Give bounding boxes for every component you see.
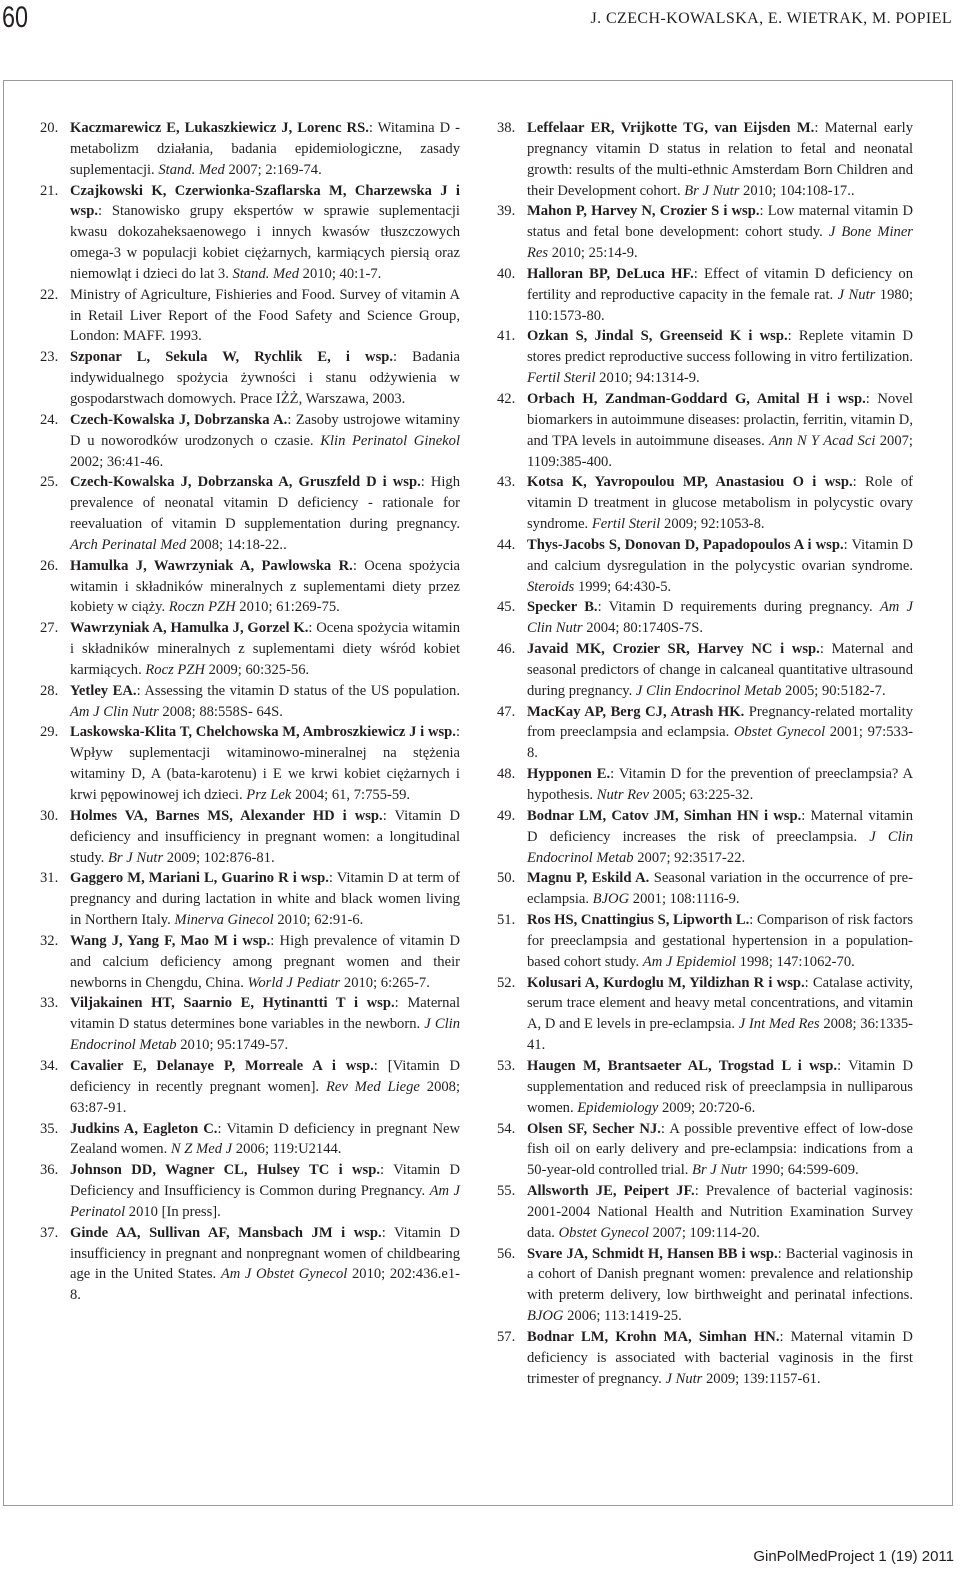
reference-item [497,973,913,1056]
reference-text: : Role of vitamin D treatment in glucose metabolism in polycystic ovary syndrome. [527,474,913,533]
reference-details: 2005; 63:225-32. [649,787,754,803]
reference-item [40,993,460,1056]
reference-item [40,347,460,410]
reference-text: : Maternal vitamin D deficiency is associated with bacterial vaginosis in the first trimester of pregnancy. [527,1328,913,1387]
reference-text: : Vitamin D insufficiency in pregnant and nonpregnant women of childbearing age in the United States. [70,1224,460,1283]
reference-authors: Magnu P, Eskild A. [527,870,650,887]
reference-details: 1999; 64:430-5. [574,578,672,595]
reference-item [497,1181,913,1244]
reference-details: 2004; 61, 7:755-59. [291,787,411,803]
reference-item [40,1119,460,1161]
reference-journal: Br J Nutr [107,849,164,866]
reference-number: 39. [497,203,516,220]
reference-number: 44. [497,536,516,553]
reference-item [497,389,913,472]
reference-text: : Vitamin D supplementation and reduced risk of preeclampsia in nulliparous women. [527,1057,913,1116]
reference-details: 2009; 102:876-81. [163,849,275,866]
reference-text: : [Vitamin D deficiency in recently pregnant women]. [70,1057,461,1095]
reference-journal: Rocz PZH [145,661,205,678]
reference-item [497,535,913,598]
reference-journal: Epidemiology [577,1099,659,1116]
reference-text: : Assessing the vitamin D status of the US population. [136,682,460,699]
reference-journal: Am J Obstet Gynecol [220,1266,348,1283]
reference-item [40,472,460,555]
reference-text: : Zasoby ustrojowe witaminy D u noworodków urodzonych o czasie. [70,411,460,449]
reference-number: 31. [40,870,59,887]
reference-number: 33. [40,995,59,1012]
reference-item [40,722,460,805]
reference-authors: Judkins A, Eagleton C. [70,1120,218,1137]
reference-number: 51. [497,912,516,929]
reference-details: 2010; 40:1-7. [299,265,382,282]
reference-item [40,618,460,681]
reference-details: 2001; 108:1116-9. [629,891,740,908]
reference-journal: J Int Med Res [738,1016,820,1033]
reference-item [40,931,460,994]
reference-number: 54. [497,1120,516,1137]
reference-authors: Javaid MK, Crozier SR, Harvey NC i wsp. [527,641,820,658]
reference-details: 2010; 95:1749-57. [176,1037,289,1054]
reference-item [497,201,913,264]
reference-number: 55. [497,1183,516,1200]
reference-authors: Czajkowski K, Czerwionka-Szaflarska M, Charzewska J i wsp. [70,182,460,220]
reference-details: 2002; 36:41-46. [70,453,164,470]
reference-text: : Vitamin D and calcium dysregulation in the polycystic ovarian syndrome. [527,536,913,574]
reference-authors: Yetley EA. [70,682,137,699]
reference-authors: Ginde AA, Sullivan AF, Mansbach JM i wsp. [70,1224,382,1241]
reference-text: : Ocena spożycia witamin i składników mineralnych z suplementami diety wśród kobiet karmiących. [70,620,460,678]
reference-journal: Fertil Steril [591,516,661,533]
reference-authors: Bodnar LM, Krohn MA, Simhan HN. [527,1328,780,1345]
reference-journal: J Nutr [665,1370,703,1387]
reference-number: 32. [40,932,59,949]
reference-details: 2009; 60:325-56. [204,661,310,678]
reference-number: 28. [40,682,59,699]
reference-number: 26. [40,557,59,574]
reference-text: : Stanowisko grupy ekspertów w sprawie suplementacji kwasu dokozaheksaenowego i innych kwasów tłuszczowych omega-3 w populacji kobiet ciężarnych, karmiących piersią oraz niemowląt i dzieci do lat 3. [70,203,460,282]
reference-authors: Czech-Kowalska J, Dobrzanska A, Gruszfeld D i wsp. [70,474,421,491]
reference-item [40,1160,460,1223]
reference-authors: Olsen SF, Secher NJ. [527,1120,661,1137]
reference-text: : Catalase activity, serum trace element and heavy metal concentrations, and vitamin A, D and E levels in pre-eclampsia. [527,974,913,1033]
reference-text: : A possible preventive effect of low-dose fish oil on early delivery and pre-eclampsia: indications from a 50-year-old controlled trial. [527,1120,913,1179]
reference-journal: BJOG [527,1308,564,1325]
reference-details: 2009; 20:720-6. [658,1099,756,1116]
reference-number: 57. [497,1328,516,1345]
reference-number: 37. [40,1224,59,1241]
reference-details: 2004; 80:1740S-7S. [582,620,703,637]
reference-details: 1980; 110:1573-80. [527,286,914,324]
reference-authors: Cavalier E, Delanaye P, Morreale A i wsp. [70,1057,374,1074]
reference-journal: Steroids [527,578,575,595]
reference-number: 49. [497,807,516,824]
reference-details: 2009; 139:1157-61. [702,1370,821,1387]
reference-number: 25. [40,474,59,491]
reference-details: 2001; 97:533-8. [527,724,913,762]
reference-number: 56. [497,1245,516,1262]
reference-journal: World J Pediatr [247,974,341,991]
reference-item [497,597,913,639]
reference-authors: Wang J, Yang F, Mao M i wsp. [70,932,271,949]
reference-text: : Maternal vitamin D status determines bone variables in the newborn. [70,995,460,1033]
reference-text: : Vitamin D requirements during pregnancy. [597,599,880,616]
reference-journal: J Clin Endocrinol Metab [527,828,913,866]
reference-number: 40. [497,265,516,282]
reference-journal: Arch Perinatal Med [70,536,187,553]
reference-journal: Am J Clin Nutr [70,703,159,720]
reference-journal: Rev Med Liege [325,1078,420,1095]
reference-number: 43. [497,474,516,491]
reference-text: : Vitamin D at term of pregnancy and during lactation in white and black women living in Northern Italy. [70,870,460,929]
reference-details: 2005; 90:5182-7. [781,682,886,699]
reference-authors: Laskowska-Klita T, Chelchowska M, Ambroszkiewicz J i wsp. [70,724,456,741]
reference-journal: Minerva Ginecol [174,912,274,929]
reference-authors: Johnson DD, Wagner CL, Hulsey TC i wsp. [70,1162,380,1179]
reference-authors: Kaczmarewicz E, Lukaszkiewicz J, Lorenc RS. [70,120,369,136]
reference-item [497,868,913,910]
reference-text: : High prevalence of neonatal vitamin D deficiency - rationale for reevaluation of vitamin D supplementation during pregnancy. [70,474,461,533]
reference-item [497,1244,913,1327]
reference-text: Pregnancy-related mortality from preeclampsia and eclampsia. [527,703,914,741]
reference-journal: J Clin Endocrinol Metab [70,1016,460,1054]
reference-details: 2008; 88:558S- 64S. [158,703,283,720]
reference-authors: Leffelaar ER, Vrijkotte TG, van Eijsden M. [527,120,815,136]
reference-text: : Maternal and seasonal predictors of change in calcaneal quantitative ultrasound during pregnancy. [527,641,913,699]
reference-item [497,264,913,327]
reference-text: : Prevalence of bacterial vaginosis: 2001-2004 National Health and Nutrition Examination Survey data. [527,1183,914,1241]
page-number: 60 [2,1,29,34]
reference-number: 20. [40,120,59,136]
reference-number: 42. [497,390,516,407]
reference-number: 50. [497,870,516,887]
reference-number: 23. [40,349,59,366]
reference-journal: Fertil Steril [527,370,596,387]
reference-journal: Roczn PZH [168,599,236,616]
reference-journal: Obstet Gynecol [558,1224,649,1241]
reference-number: 24. [40,411,59,428]
reference-item [40,285,460,348]
reference-details: 2010; 25:14-9. [548,245,638,262]
reference-item [40,806,460,869]
reference-item [40,181,460,285]
reference-details: 2008; 36:1335-41. [527,1016,913,1054]
reference-details: 2008; 14:18-22.. [186,536,287,553]
reference-details: 2007; 92:3517-22. [633,849,746,866]
reference-text: : Vitamin D deficiency and insufficiency in pregnant women: a longitudinal study. [70,807,460,866]
reference-number: 46. [497,641,516,658]
reference-item [497,1056,913,1119]
reference-authors: Czech-Kowalska J, Dobrzanska A. [70,411,288,428]
reference-details: 2009; 92:1053-8. [660,516,765,533]
reference-authors: Kolusari A, Kurdoglu M, Yildizhan R i wsp. [527,974,805,991]
reference-text: : Maternal early pregnancy vitamin D status in relation to fetal and neonatal growth: results of the multi-ethnic Amsterdam Born Children and their Development cohort. [527,120,913,199]
reference-authors: Bodnar LM, Catov JM, Simhan HN i wsp. [527,807,802,824]
reference-item [497,472,913,535]
reference-journal: J Clin Endocrinol Metab [635,682,782,699]
reference-text: : Badania indywidualnego spożycia żywności i stanu odżywienia w gospodarstwach domowych. Prace IŻŻ, Warszawa, 2003. [70,349,460,407]
reference-number: 45. [497,599,516,616]
reference-text: : Bacterial vaginosis in a cohort of Danish pregnant women: prevalence and relationship with preterm delivery, low birthweight and perinatal infections. [527,1245,913,1304]
reference-authors: Ozkan S, Jindal S, Greenseid K i wsp. [527,328,788,345]
reference-authors: Allsworth JE, Peipert JF. [527,1183,695,1200]
reference-authors: Szponar L, Sekula W, Rychlik E, i wsp. [70,349,394,366]
reference-item [497,806,913,869]
reference-details: 2010; 6:265-7. [340,974,430,991]
reference-journal: Br J Nutr [684,182,740,199]
reference-text: : Vitamin D Deficiency and Insufficiency is Common during Pregnancy. [70,1162,460,1200]
reference-number: 22. [40,286,59,303]
reference-text: Ministry of Agriculture, Fishieries and Food. Survey of vitamin A in Retail Liver Report of the Food Safety and Science Group, London: MAFF. 1993. [70,286,460,345]
reference-item [40,410,460,473]
reference-text: : Novel biomarkers in autoimmune diseases: prolactin, ferritin, vitamin D, and TPA levels in autoimmune diseases. [527,390,913,449]
reference-number: 53. [497,1057,516,1074]
reference-text: : Ocena spożycia witamin i składników mineralnych z suplementami diety przez kobiety w ciąży. [70,557,461,616]
reference-details: 2007; 2:169-74. [224,161,322,178]
reference-details: 1990; 64:599-609. [747,1162,859,1179]
reference-item [40,556,460,619]
reference-journal: Am J Clin Nutr [527,599,913,637]
reference-authors: Mahon P, Harvey N, Crozier S i wsp. [527,203,760,220]
reference-details: 2006; 119:U2144. [232,1141,342,1158]
reference-details: 2006; 113:1419-25. [563,1308,682,1325]
reference-number: 36. [40,1162,59,1179]
reference-authors: Holmes VA, Barnes MS, Alexander HD i wsp. [70,807,383,824]
reference-item [497,639,913,702]
reference-text: : High prevalence of vitamin D and calcium deficiency among pregnant women and their newborns in Chengdu, China. [70,932,460,991]
reference-journal: Stand. Med [158,161,225,178]
reference-item [40,681,460,723]
reference-item [40,1056,460,1119]
reference-number: 41. [497,328,516,345]
reference-authors: Wawrzyniak A, Hamulka J, Gorzel K. [70,620,309,637]
reference-authors: Hamulka J, Wawrzyniak A, Pawlowska R. [70,557,353,574]
reference-text: : Maternal vitamin D deficiency increases the risk of preeclampsia. [527,807,913,845]
reference-text: : Low maternal vitamin D status and fetal bone development: cohort study. [527,203,913,241]
reference-journal: Ann N Y Acad Sci [769,432,876,449]
reference-item [40,868,460,931]
reference-details: 2010; 94:1314-9. [595,370,700,387]
reference-journal: Br J Nutr [692,1162,748,1179]
reference-number: 30. [40,807,59,824]
reference-number: 27. [40,620,59,637]
reference-details: 2010; 61:269-75. [235,599,340,616]
reference-text: : Replete vitamin D stores predict reproductive success following in vitro fertilization. [527,328,913,366]
reference-text: : Wpływ suplementacji witaminowo-mineralnej na stężenia witaminy D, A (bata-karotenu) i E we krwi kobiet ciężarnych i krwi pępowinowej ich dzieci. [70,724,460,803]
reference-journal: BJOG [592,891,630,908]
reference-journal: Obstet Gynecol [733,724,826,741]
reference-item [497,764,913,806]
reference-journal: N Z Med J [170,1141,233,1158]
reference-authors: Orbach H, Zandman-Goddard G, Amital H i wsp. [527,390,866,407]
reference-number: 52. [497,974,516,991]
reference-details: 1998; 147:1062-70. [736,953,855,970]
reference-text: : Effect of vitamin D deficiency on fertility and reproductive capacity in the female rat. [527,265,913,303]
reference-number: 29. [40,724,59,741]
reference-text: : Comparison of risk factors for preeclampsia and gestational hypertension in a population-based cohort study. [527,912,913,970]
reference-authors: Hypponen E. [527,766,611,783]
reference-number: 35. [40,1120,59,1137]
reference-journal: Klin Perinatol Ginekol [320,432,460,449]
reference-item [497,118,913,201]
reference-authors: Svare JA, Schmidt H, Hansen BB i wsp. [527,1245,778,1262]
reference-details: 2008; 63:87-91. [70,1078,461,1116]
reference-journal: J Bone Miner Res [527,224,913,262]
reference-journal: Stand. Med [232,265,299,282]
references-column-right [497,118,913,1389]
reference-journal: Prz Lek [246,787,292,803]
running-head: J. CZECH-KOWALSKA, E. WIETRAK, M. POPIEL [590,10,952,27]
reference-authors: Thys-Jacobs S, Donovan D, Papadopoulos A i wsp. [527,536,844,553]
reference-text: : Vitamin D for the prevention of preeclampsia? A hypothesis. [527,766,914,803]
reference-authors: Halloran BP, DeLuca HF. [527,265,694,282]
reference-details: 2010 [In press]. [125,1203,221,1220]
reference-item [497,326,913,389]
reference-text: : Vitamin D deficiency in pregnant New Zealand women. [70,1120,460,1158]
reference-item [497,702,913,765]
reference-details: 2010; 62:91-6. [273,912,364,929]
reference-number: 47. [497,703,516,720]
reference-item [40,1223,460,1306]
reference-number: 38. [497,120,516,136]
reference-authors: Ros HS, Cnattingius S, Lipworth L. [527,912,750,929]
reference-details: 2007; 109:114-20. [648,1224,760,1241]
reference-journal: Am J Epidemiol [642,953,736,970]
reference-item [40,118,460,181]
reference-journal: Am J Perinatol [70,1183,460,1220]
reference-item [497,910,913,973]
reference-item [497,1327,913,1390]
reference-number: 21. [40,182,59,199]
reference-text: : Witamina D - metabolizm działania, badania epidemiologiczne, zasady suplementacji. [70,120,461,178]
journal-footer: GinPolMedProject 1 (19) 2011 [753,1548,954,1565]
reference-journal: Nutr Rev [596,787,650,803]
reference-journal: J Nutr [837,286,876,303]
reference-authors: Gaggero M, Mariani L, Guarino R i wsp. [70,870,329,887]
reference-details: 2007; 1109:385-400. [527,432,913,470]
reference-authors: Haugen M, Brantsaeter AL, Trogstad L i wsp. [527,1057,838,1074]
reference-authors: MacKay AP, Berg CJ, Atrash HK. [527,703,745,720]
reference-number: 34. [40,1057,59,1074]
reference-authors: Viljakainen HT, Saarnio E, Hytinantti T i wsp. [70,995,395,1012]
reference-details: 2010; 202:436.e1-8. [70,1266,460,1304]
reference-authors: Specker B. [527,599,598,616]
reference-details: 2010; 104:108-17.. [739,182,855,199]
reference-number: 48. [497,766,516,783]
reference-item [497,1119,913,1182]
references-column-left [40,118,460,1306]
reference-text: Seasonal variation in the occurrence of pre-eclampsia. [527,870,913,908]
reference-authors: Kotsa K, Yavropoulou MP, Anastasiou O i wsp. [527,474,853,491]
